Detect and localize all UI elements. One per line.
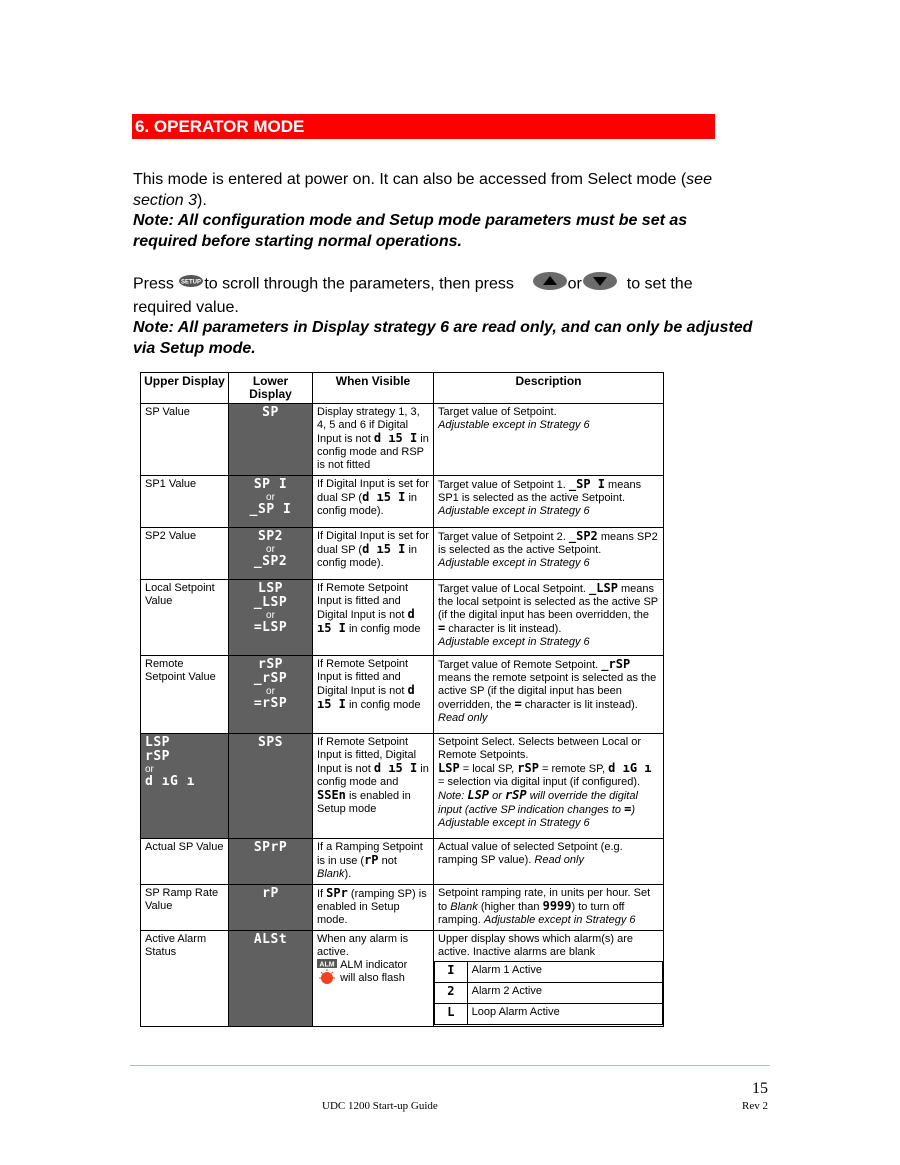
or-text: or — [567, 275, 582, 293]
setup-key-label: SETUP — [181, 279, 202, 286]
when-visible-cell: If Digital Input is set for dual SP (d ı5 I in config mode). — [313, 476, 434, 528]
lower-display-cell: rP — [229, 885, 313, 931]
note-display-strategy: Note: All parameters in Display strategy 6 are read only, and can only be adjusted via Setup mode. — [133, 319, 753, 357]
lower-display-cell: rSP _rSP or =rSP — [229, 656, 313, 734]
table-row — [141, 885, 664, 931]
upper-display-cell: Actual SP Value — [141, 839, 229, 885]
operator-parameters-table — [140, 372, 664, 1027]
upper-display-cell: SP Ramp Rate Value — [141, 885, 229, 931]
note-configuration: Note: All configuration mode and Setup mode parameters must be set as required before starting normal operations. — [133, 212, 688, 250]
table-header-row — [141, 373, 664, 404]
lower-display-cell: SP2 or _SP2 — [229, 528, 313, 580]
lower-display-cell: LSP _LSP or =LSP — [229, 580, 313, 656]
press-text: to scroll through the parameters, then press — [204, 275, 514, 293]
footer-guide-title: UDC 1200 Start-up Guide — [322, 1100, 438, 1112]
upper-display-cell: Remote Setpoint Value — [141, 656, 229, 734]
table-row: I Alarm 1 Active — [435, 962, 663, 983]
table-row — [141, 734, 664, 839]
lower-display-cell — [229, 404, 313, 476]
header-description: Description — [434, 373, 664, 404]
section-banner — [132, 114, 715, 139]
description-cell: Upper display shows which alarm(s) are active. Inactive alarms are blank I Alarm 1 Active 2 Alarm 2 Active L Loop Alarm Active — [434, 931, 664, 1027]
when-visible-cell: If SPr (ramping SP) is enabled in Setup mode. — [313, 885, 434, 931]
press-text-end: to set the required value. — [133, 275, 693, 316]
when-visible-cell: If a Ramping Setpoint is in use (rP not Blank). — [313, 839, 434, 885]
table-row — [141, 580, 664, 656]
lower-display-cell: SP I or _SP I — [229, 476, 313, 528]
intro-text-end: ). — [197, 191, 207, 209]
setup-key-icon — [178, 274, 204, 295]
header-when-visible: When Visible — [313, 373, 434, 404]
description-cell: Target value of Remote Setpoint. _rSP means the remote setpoint is selected as the active SP (if the digital input has been overridden, the = character is lit instead). Read only — [434, 656, 664, 734]
lower-display-cell: SPS — [229, 734, 313, 839]
svg-text:ALM: ALM — [319, 961, 335, 969]
upper-display-cell: SP2 Value — [141, 528, 229, 580]
press-word: Press — [133, 275, 174, 293]
description-cell: Target value of Setpoint 1. _SP I means SP1 is selected as the active Setpoint. Adjustable except in Strategy 6 — [434, 476, 664, 528]
when-visible-cell: If Digital Input is set for dual SP (d ı5 I in config mode). — [313, 528, 434, 580]
table-row — [141, 656, 664, 734]
section-reference: see section 3 — [133, 171, 712, 209]
header-upper-display: Upper Display — [141, 373, 229, 404]
footer-revision: Rev 2 — [742, 1100, 768, 1112]
description-cell: Setpoint ramping rate, in units per hour. Set to Blank (higher than 9999) to turn off ramping. Adjustable except in Strategy 6 — [434, 885, 664, 931]
alarm-indicator-icon — [317, 959, 337, 991]
description-cell: Target value of Setpoint. Adjustable except in Strategy 6 — [434, 404, 664, 476]
description-cell: Target value of Local Setpoint. _LSP means the local setpoint is selected as the active SP (if the digital input has been overridden, the = character is lit instead). Adjustable except in Strategy 6 — [434, 580, 664, 656]
table-row — [141, 528, 664, 580]
upper-display-cell: SP Value — [141, 404, 229, 476]
table-row — [141, 931, 664, 1027]
table-row — [141, 476, 664, 528]
press-paragraph — [133, 271, 753, 359]
upper-display-cell: Local Setpoint Value — [141, 580, 229, 656]
down-arrow-key-icon — [582, 271, 618, 298]
table-row: 2 Alarm 2 Active — [435, 983, 663, 1004]
alarm-indicator-text: ALM indicator will also flash — [340, 959, 408, 984]
lower-display-code: SP — [262, 405, 279, 420]
when-visible-cell: If Remote Setpoint Input is fitted and Digital Input is not d ı5 I in config mode — [313, 580, 434, 656]
when-visible-cell: Display strategy 1, 3, 4, 5 and 6 if Digital Input is not d ı5 I in config mode and RSP is not fitted — [313, 404, 434, 476]
page-number: 15 — [752, 1080, 768, 1097]
when-visible-cell: If Remote Setpoint Input is fitted, Digital Input is not d ı5 I in config mode and SSEn is enabled in Setup mode — [313, 734, 434, 839]
table-row: L Loop Alarm Active — [435, 1004, 663, 1025]
description-cell: Actual value of selected Setpoint (e.g. ramping SP value). Read only — [434, 839, 664, 885]
when-visible-cell: When any alarm is active. ALM ALM indicator will also flash — [313, 931, 434, 1027]
description-cell: Setpoint Select. Selects between Local or Remote Setpoints. LSP = local SP, rSP = remote SP, d ıG ı = selection via digital input (if configured). Note: LSP or rSP will override the digital input (active SP indication changes to =) Adjustable except in Strategy 6 — [434, 734, 664, 839]
description-cell: Target value of Setpoint 2. _SP2 means SP2 is selected as the active Setpoint. Adjustable except in Strategy 6 — [434, 528, 664, 580]
when-visible-cell: If Remote Setpoint Input is fitted and Digital Input is not d ı5 I in config mode — [313, 656, 434, 734]
lower-display-cell: ALSt — [229, 931, 313, 1027]
lower-display-cell: SPrP — [229, 839, 313, 885]
up-arrow-key-icon — [532, 271, 568, 298]
header-lower-display: Lower Display — [229, 373, 313, 404]
section-title: 6. OPERATOR MODE — [135, 117, 305, 136]
upper-display-cell: Active Alarm Status — [141, 931, 229, 1027]
upper-display-cell: LSP rSP or d ıG ı — [141, 734, 229, 839]
intro-paragraph — [133, 170, 753, 252]
alarm-codes-table — [434, 961, 663, 1025]
intro-text: This mode is entered at power on. It can also be accessed from Select mode ( — [133, 171, 687, 188]
footer-rule — [130, 1065, 770, 1066]
table-row — [141, 839, 664, 885]
upper-display-cell: SP1 Value — [141, 476, 229, 528]
table-row — [141, 404, 664, 476]
